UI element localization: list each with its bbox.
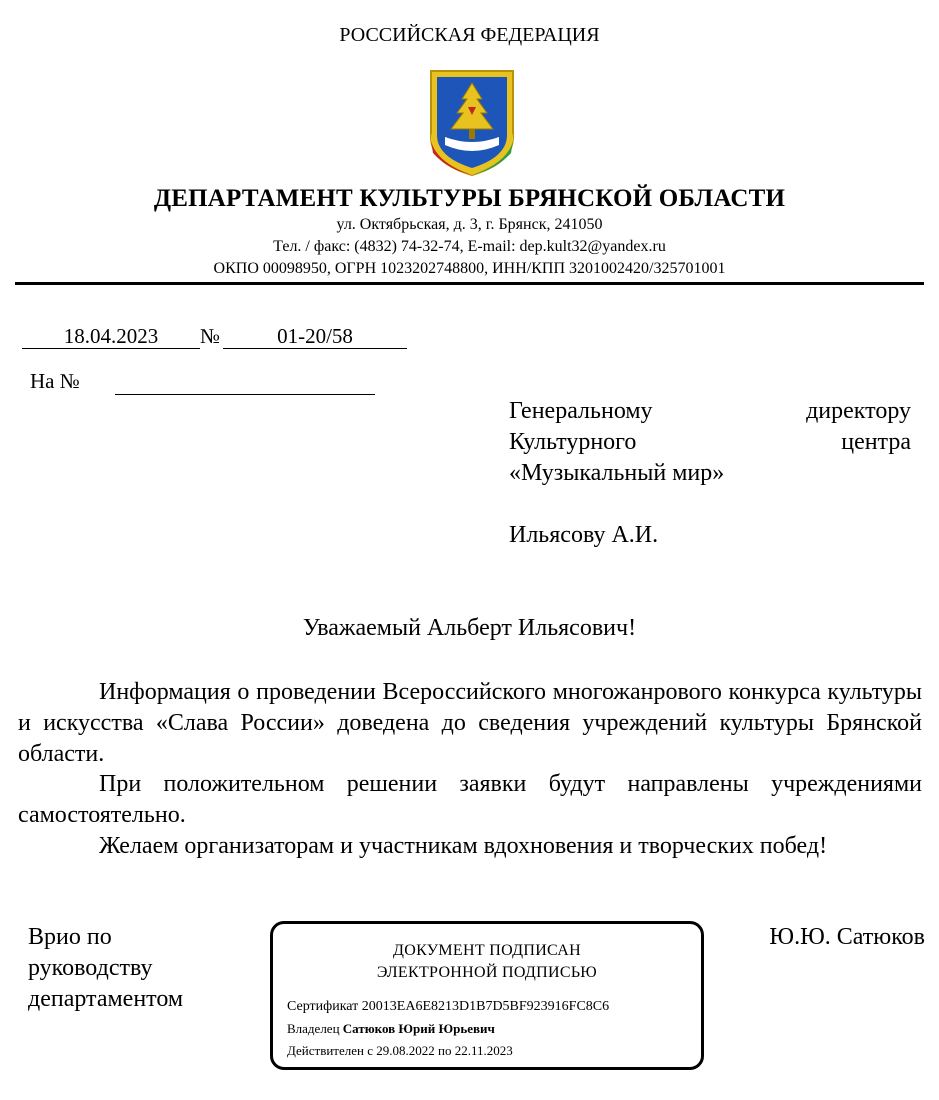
department-title: ДЕПАРТАМЕНТ КУЛЬТУРЫ БРЯНСКОЙ ОБЛАСТИ xyxy=(153,185,786,212)
reply-to-number-blank xyxy=(115,370,375,395)
country-heading: РОССИЙСКАЯ ФЕДЕРАЦИЯ xyxy=(339,24,600,46)
stamp-valid-from-label: с xyxy=(367,1043,373,1058)
electronic-signature-stamp xyxy=(270,921,704,1070)
stamp-valid-to: 22.11.2023 xyxy=(454,1043,513,1058)
recipient-line-2 xyxy=(509,427,911,458)
stamp-title-line-2: ЭЛЕКТРОННОЙ ПОДПИСЬЮ xyxy=(376,964,598,981)
letter-paragraph-2: При положительном решении заявки будут направлены учреждениями самостоятельно. xyxy=(18,771,922,828)
stamp-valid-from: 29.08.2022 xyxy=(376,1043,435,1058)
registration-number: 01-20/58 xyxy=(223,324,407,349)
header-divider xyxy=(15,282,924,285)
registration-number-label: № xyxy=(200,324,221,348)
recipient-name: Ильясову А.И. xyxy=(509,522,659,548)
stamp-certificate-value: 20013EA6E8213D1B7D5BF923916FC8C6 xyxy=(361,999,610,1014)
signer-name: Ю.Ю. Сатюков xyxy=(769,924,925,950)
stamp-owner-row xyxy=(287,1021,495,1037)
stamp-owner-label: Владелец xyxy=(287,1021,340,1036)
department-address: ул. Октябрьская, д. 3, г. Брянск, 241050 xyxy=(336,216,603,233)
stamp-title-line-1: ДОКУМЕНТ ПОДПИСАН xyxy=(393,942,581,959)
department-registry-codes: ОКПО 00098950, ОГРН 1023202748800, ИНН/КПП 3201002420/325701001 xyxy=(213,260,726,277)
stamp-owner-value: Сатюков Юрий Юрьевич xyxy=(342,1021,495,1036)
stamp-valid-to-label: по xyxy=(438,1043,452,1058)
bryansk-coat-of-arms-icon xyxy=(427,67,517,179)
letter-paragraph-1: Информация о проведении Всероссийского многожанрового конкурса культуры и искусства «Слава России» доведена до сведения учреждений культуры Брянской области. xyxy=(18,679,922,767)
letter-paragraph-3: Желаем организаторам и участникам вдохновения и творческих побед! xyxy=(99,833,828,859)
stamp-valid-label: Действителен xyxy=(287,1043,364,1058)
registration-date: 18.04.2023 xyxy=(22,324,200,349)
stamp-validity-row xyxy=(287,1043,513,1059)
recipient-line-1-left: Генеральному xyxy=(509,398,653,424)
signer-position xyxy=(28,922,183,1015)
recipient-line-1 xyxy=(509,396,911,427)
letter-greeting: Уважаемый Альберт Ильясович! xyxy=(302,615,637,641)
recipient-line-3: «Музыкальный мир» xyxy=(509,460,725,486)
stamp-certificate-row xyxy=(287,999,609,1015)
department-contacts: Тел. / факс: (4832) 74-32-74, E-mail: dep.kult32@yandex.ru xyxy=(273,238,666,255)
recipient-line-2-left: Культурного xyxy=(509,429,637,455)
reply-to-label: На № xyxy=(30,369,80,393)
signer-position-line-2: руководству xyxy=(28,955,153,981)
signer-position-line-3: департаментом xyxy=(28,986,184,1012)
recipient-line-1-right: директору xyxy=(806,398,911,424)
signer-position-line-1: Врио по xyxy=(28,924,112,950)
recipient-line-2-right: центра xyxy=(841,429,911,455)
stamp-certificate-label: Сертификат xyxy=(287,999,359,1014)
